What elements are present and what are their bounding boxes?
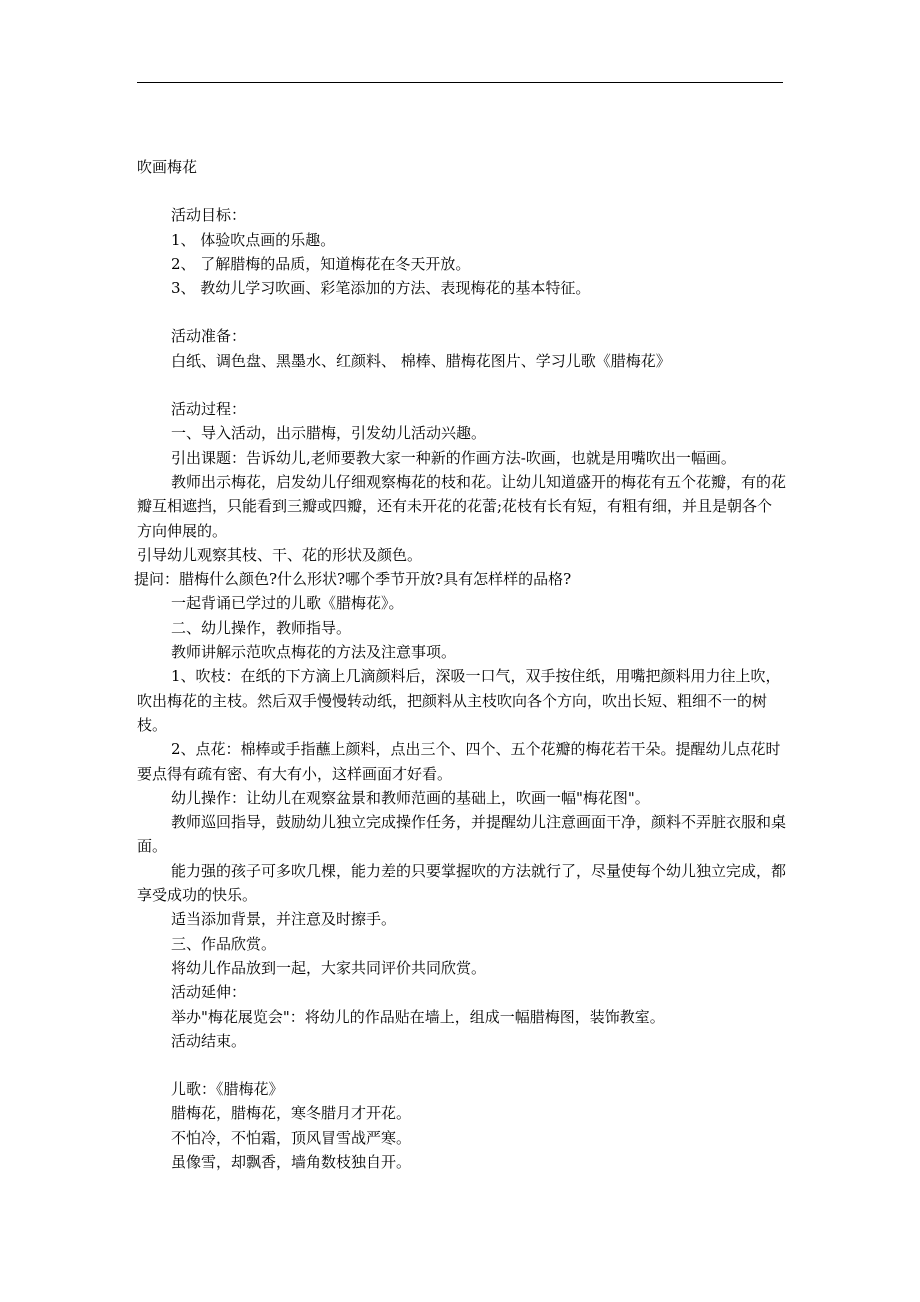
process-paragraph: 教师巡回指导，鼓励幼儿独立完成操作任务，并提醒幼儿注意画面干净，颜料不弄脏衣服和桌面。 [137, 813, 787, 856]
process-paragraph: 教师出示梅花，启发幼儿仔细观察梅花的枝和花。让幼儿知道盛开的梅花有五个花瓣，有的花瓣互相遮挡，只能看到三瓣或四瓣，还有未开花的花蕾;花枝有长有短，有粗有细，并且是朝各个方向伸展的。 [137, 472, 787, 540]
goals-heading: 活动目标： [171, 206, 247, 225]
song-line: 虽像雪，却飘香，墙角数枝独自开。 [171, 1152, 412, 1171]
song-line: 不怕冷，不怕霜，顶风冒雪战严寒。 [171, 1128, 412, 1147]
process-paragraph: 2、点花：棉棒或手指蘸上颜料，点出三个、四个、五个花瓣的梅花若干朵。提醒幼儿点花时要点得有疏有密、有大有小，这样画面才好看。 [137, 740, 781, 783]
process-paragraph: 引导幼儿观察其枝、干、花的形状及颜色。 [137, 545, 423, 564]
goal-item: 2、 了解腊梅的品质，知道梅花在冬天开放。 [171, 254, 471, 273]
song-heading: 儿歌：《腊梅花》 [171, 1080, 284, 1099]
process-heading: 活动过程： [171, 400, 247, 419]
process-paragraph: 能力强的孩子可多吹几棵，能力差的只要掌握吹的方法就行了，尽量使每个幼儿独立完成，都享受成功的快乐。 [137, 861, 787, 905]
process-paragraph: 引出课题：告诉幼儿,老师要教大家一种新的作画方法-吹画，也就是用嘴吹出一幅画。 [171, 448, 736, 467]
document-body [134, 155, 787, 1174]
goal-item: 1、 体验吹点画的乐趣。 [171, 230, 336, 249]
process-paragraph: 二、幼儿操作，教师指导。 [171, 618, 352, 637]
process-paragraph: 活动延伸： [171, 983, 247, 1002]
process-paragraph: 活动结束。 [171, 1031, 247, 1050]
process-paragraph: 幼儿操作：让幼儿在观察盆景和教师范画的基础上，吹画一幅"梅花图"。 [171, 788, 650, 807]
song-line: 腊梅花，腊梅花，寒冬腊月才开花。 [171, 1104, 412, 1123]
document-title: 吹画梅花 [137, 158, 198, 176]
process-paragraph: 适当添加背景，并注意及时擦手。 [171, 910, 397, 929]
process-paragraph: 1、吹枝：在纸的下方滴上几滴颜料后，深吸一口气，双手按住纸，用嘴把颜料用力往上吹，吹出梅花的主枝。然后双手慢慢转动纸，把颜料从主枝吹向各个方向，吹出长短、粗细不一的树枝。 [137, 667, 781, 734]
process-paragraph: 教师讲解示范吹点梅花的方法及注意事项。 [171, 643, 457, 662]
process-paragraph: 一、导入活动，出示腊梅，引发幼儿活动兴趣。 [171, 424, 487, 443]
process-paragraph: 举办"梅花展览会"：将幼儿的作品贴在墙上，组成一幅腊梅图，装饰教室。 [171, 1007, 665, 1026]
process-paragraph: 三、作品欣赏。 [171, 934, 277, 953]
header-rule [137, 82, 783, 83]
goal-item: 3、 教幼儿学习吹画、彩笔添加的方法、表现梅花的基本特征。 [171, 279, 591, 298]
process-paragraph: 提问：腊梅什么颜色?什么形状?哪个季节开放?具有怎样样的品格? [134, 570, 572, 589]
prep-text: 白纸、调色盘、黑墨水、红颜料、 棉棒、腊梅花图片、学习儿歌《腊梅花》 [171, 351, 671, 370]
process-paragraph: 将幼儿作品放到一起，大家共同评价共同欣赏。 [171, 958, 487, 977]
process-paragraph: 一起背诵已学过的儿歌《腊梅花》。 [171, 594, 404, 613]
prep-heading: 活动准备： [171, 327, 247, 346]
